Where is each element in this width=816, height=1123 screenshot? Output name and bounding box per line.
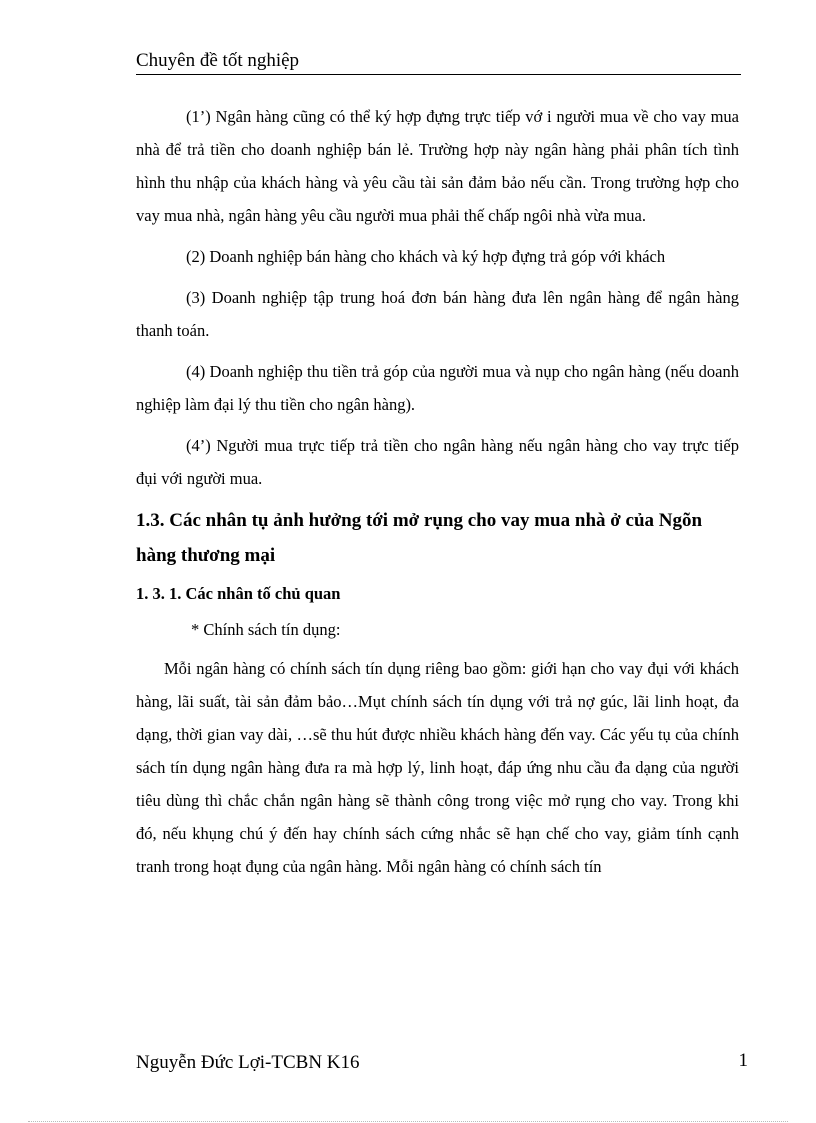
header-title: Chuyên đề tốt nghiệp (136, 50, 300, 71)
page-number: 1 (738, 1050, 748, 1071)
paragraph-3: (3) Doanh nghiệp tập trung hoá đơn bán hàng đưa lên ngân hàng để ngân hàng thanh toán. (136, 288, 739, 340)
document-body (136, 100, 739, 891)
paragraph-1: (1’) Ngân hàng cũng có thể ký hợp đựng trực tiếp vớ i người mua về cho vay mua nhà để trả tiền cho doanh nghiệp bán lẻ. Trường hợp này ngân hàng phải phân tích tình hình thu nhập của khách hàng và yêu cầu tài sản đảm bảo nếu cần. Trong trường hợp cho vay mua nhà, ngân hàng yêu cầu người mua phải thế chấp ngôi nhà vừa mua. (136, 107, 739, 225)
bullet-line: * Chính sách tín dụng: (191, 620, 341, 639)
section-body: Mỗi ngân hàng có chính sách tín dụng riêng bao gồm: giới hạn cho vay đụi với khách hàng, lãi suất, tài sản đảm bảo…Mụt chính sách tín dụng với trả nợ gúc, lãi linh hoạt, đa dạng, thời gian vay dài, …sẽ thu hút được nhiều khách hàng đến vay. Các yếu tụ của chính sách tín dụng ngân hàng đưa ra mà hợp lý, linh hoạt, đáp ứng nhu cầu đa dạng của người tiêu dùng thì chắc chắn ngân hàng sẽ thành công trong việc mở rụng cho vay. Trong khi đó, nếu khụng chú ý đến hay chính sách cứng nhắc sẽ hạn chế cho vay, giảm tính cạnh tranh trong hoạt đụng của ngân hàng. Mỗi ngân hàng có chính sách tín (136, 659, 739, 876)
paragraph-2: (2) Doanh nghiệp bán hàng cho khách và ký hợp đựng trả góp với khách (186, 247, 666, 266)
paragraph-4: (4) Doanh nghiệp thu tiền trả góp của người mua và nụp cho ngân hàng (nếu doanh nghiệp làm đại lý thu tiền cho ngân hàng). (136, 362, 739, 414)
paragraph-5: (4’) Người mua trực tiếp trả tiền cho ngân hàng nếu ngân hàng cho vay trực tiếp đụi với người mua. (136, 436, 739, 488)
footer-author: Nguyễn Đức Lợi-TCBN K16 (136, 1052, 360, 1073)
subsection-heading: 1. 3. 1. Các nhân tố chủ quan (136, 584, 341, 603)
section-heading: 1.3. Các nhân tụ ảnh hưởng tới mở rụng cho vay mua nhà ở của Ngõn hàng thương mại (136, 510, 703, 566)
page-header (136, 48, 741, 75)
page-bottom-divider (28, 1121, 788, 1122)
